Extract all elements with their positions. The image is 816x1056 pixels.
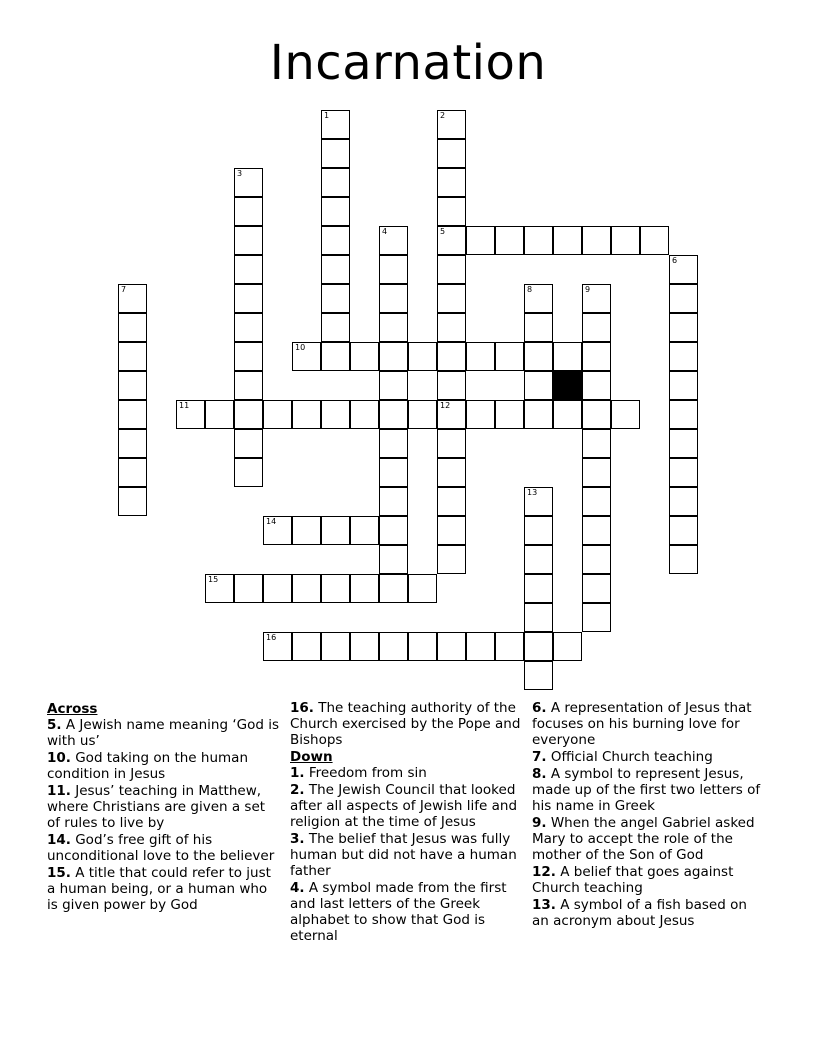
grid-cell[interactable] (437, 226, 466, 255)
grid-cell[interactable] (118, 429, 147, 458)
grid-cell[interactable] (524, 400, 553, 429)
clue-text: A symbol to represent Jesus, made up of the first two letters of his name in Greek (532, 766, 761, 814)
clue-column-2 (290, 700, 526, 945)
grid-cell[interactable] (234, 226, 263, 255)
grid-cell[interactable] (669, 284, 698, 313)
grid-cell[interactable] (379, 226, 408, 255)
grid-cell[interactable] (408, 574, 437, 603)
grid-cell[interactable] (437, 400, 466, 429)
grid-cell[interactable] (437, 545, 466, 574)
grid-cell[interactable] (321, 342, 350, 371)
grid-cell[interactable] (205, 574, 234, 603)
grid-cell[interactable] (321, 197, 350, 226)
clue-number: 4. (290, 880, 305, 896)
grid-cell[interactable] (669, 516, 698, 545)
grid-cell[interactable] (582, 545, 611, 574)
grid-cell[interactable] (669, 400, 698, 429)
grid-cell[interactable] (408, 400, 437, 429)
grid-cell[interactable] (118, 371, 147, 400)
grid-cell[interactable] (321, 632, 350, 661)
grid-cell[interactable] (524, 313, 553, 342)
clue-down-4 (290, 880, 526, 944)
grid-cell[interactable] (321, 110, 350, 139)
grid-cell[interactable] (437, 197, 466, 226)
clue-number: 7. (532, 749, 547, 765)
grid-cell[interactable] (205, 400, 234, 429)
grid-cell[interactable] (118, 313, 147, 342)
clue-number-label: 9 (585, 285, 591, 294)
grid-cell[interactable] (524, 603, 553, 632)
grid-cell[interactable] (263, 574, 292, 603)
grid-cell[interactable] (437, 632, 466, 661)
clue-text: Jesus’ teaching in Matthew, where Christians are given a set of rules to live by (47, 783, 266, 831)
grid-cell[interactable] (379, 429, 408, 458)
clue-down-8 (532, 766, 764, 814)
grid-cell[interactable] (437, 313, 466, 342)
grid-cell[interactable] (524, 284, 553, 313)
grid-cell[interactable] (437, 284, 466, 313)
grid-cell[interactable] (350, 574, 379, 603)
grid-cell[interactable] (292, 516, 321, 545)
grid-cell[interactable] (466, 226, 495, 255)
clue-text: A representation of Jesus that focuses on his burning love for everyone (532, 700, 752, 748)
grid-cell[interactable] (263, 400, 292, 429)
clue-across-14 (47, 832, 279, 864)
clue-text: God taking on the human condition in Jesus (47, 750, 248, 782)
grid-cell[interactable] (234, 255, 263, 284)
grid-cell[interactable] (524, 487, 553, 516)
clue-number-label: 15 (208, 575, 219, 584)
grid-cell[interactable] (118, 342, 147, 371)
grid-cell[interactable] (379, 545, 408, 574)
clue-text: God’s free gift of his unconditional love to the believer (47, 832, 275, 864)
clue-column-3 (532, 700, 764, 930)
grid-cell[interactable] (524, 371, 553, 400)
grid-cell[interactable] (292, 400, 321, 429)
clue-text: A symbol made from the first and last letters of the Greek alphabet to show that God is eternal (290, 880, 507, 944)
grid-cell[interactable] (669, 255, 698, 284)
grid-cell[interactable] (495, 632, 524, 661)
down-heading: Down (290, 749, 333, 765)
clue-number-label: 6 (672, 256, 678, 265)
grid-cell[interactable] (350, 400, 379, 429)
grid-cell[interactable] (669, 313, 698, 342)
grid-cell[interactable] (582, 284, 611, 313)
grid-cell[interactable] (379, 458, 408, 487)
clue-number-label: 2 (440, 111, 446, 120)
grid-cell[interactable] (234, 371, 263, 400)
grid-cell[interactable] (582, 516, 611, 545)
grid-cell[interactable] (321, 574, 350, 603)
clue-number: 2. (290, 782, 305, 798)
grid-cell[interactable] (611, 226, 640, 255)
grid-cell[interactable] (350, 516, 379, 545)
grid-cell[interactable] (379, 313, 408, 342)
grid-cell[interactable] (553, 342, 582, 371)
clue-number: 15. (47, 865, 71, 881)
clue-number-label: 7 (121, 285, 127, 294)
grid-cell[interactable] (321, 400, 350, 429)
grid-cell[interactable] (524, 632, 553, 661)
grid-cell[interactable] (234, 342, 263, 371)
grid-cell[interactable] (437, 487, 466, 516)
grid-cell[interactable] (234, 458, 263, 487)
grid-cell[interactable] (495, 226, 524, 255)
grid-cell[interactable] (176, 400, 205, 429)
grid-cell[interactable] (350, 632, 379, 661)
clue-number: 8. (532, 766, 547, 782)
grid-cell[interactable] (321, 284, 350, 313)
clue-text: The belief that Jesus was fully human but did not have a human father (290, 831, 517, 879)
grid-cell[interactable] (379, 284, 408, 313)
clue-number: 12. (532, 864, 556, 880)
grid-cell[interactable] (466, 632, 495, 661)
grid-cell[interactable] (118, 487, 147, 516)
grid-cell[interactable] (234, 197, 263, 226)
clue-number: 9. (532, 815, 547, 831)
grid-cell[interactable] (118, 400, 147, 429)
grid-cell[interactable] (379, 516, 408, 545)
clue-column-1 (47, 700, 279, 914)
clue-number: 1. (290, 765, 305, 781)
clue-down-12 (532, 864, 764, 896)
grid-cell[interactable] (379, 255, 408, 284)
grid-cell[interactable] (292, 342, 321, 371)
grid-cell[interactable] (524, 516, 553, 545)
grid-cell[interactable] (669, 429, 698, 458)
grid-cell[interactable] (234, 313, 263, 342)
grid-cell[interactable] (263, 632, 292, 661)
grid-cell[interactable] (582, 313, 611, 342)
clue-text: A belief that goes against Church teaching (532, 864, 734, 896)
grid-cell[interactable] (524, 661, 553, 690)
clue-across-10 (47, 750, 279, 782)
clue-number-label: 5 (440, 227, 446, 236)
grid-cell[interactable] (234, 168, 263, 197)
clue-number: 11. (47, 783, 71, 799)
clue-text: A symbol of a fish based on an acronym about Jesus (532, 897, 747, 929)
grid-cell[interactable] (234, 574, 263, 603)
clue-number-label: 12 (440, 401, 451, 410)
grid-cell[interactable] (408, 632, 437, 661)
clue-down-3 (290, 831, 526, 879)
grid-cell[interactable] (321, 516, 350, 545)
clue-text: Official Church teaching (550, 749, 713, 765)
clue-number-label: 16 (266, 633, 277, 642)
clue-text: When the angel Gabriel asked Mary to accept the role of the mother of the Son of God (532, 815, 755, 863)
grid-cell[interactable] (582, 342, 611, 371)
grid-cell[interactable] (321, 313, 350, 342)
grid-cell[interactable] (379, 487, 408, 516)
grid-cell[interactable] (437, 139, 466, 168)
grid-cell[interactable] (234, 400, 263, 429)
clue-across-5 (47, 717, 279, 749)
grid-cell[interactable] (669, 458, 698, 487)
grid-cell[interactable] (582, 400, 611, 429)
grid-cell[interactable] (553, 632, 582, 661)
clue-down-6 (532, 700, 764, 748)
grid-cell[interactable] (437, 255, 466, 284)
clue-across-16 (290, 700, 526, 748)
clue-number: 3. (290, 831, 305, 847)
clue-number: 5. (47, 717, 62, 733)
clue-text: A title that could refer to just a human being, or a human who is given power by God (47, 865, 271, 913)
clue-number: 6. (532, 700, 547, 716)
across-heading: Across (47, 701, 98, 717)
clue-text: The Jewish Council that looked after all aspects of Jewish life and religion at the time of Jesus (290, 782, 518, 830)
grid-cell[interactable] (408, 342, 437, 371)
grid-cell[interactable] (495, 400, 524, 429)
grid-cell[interactable] (553, 400, 582, 429)
grid-cell[interactable] (379, 400, 408, 429)
clue-across-15 (47, 865, 279, 913)
grid-cell[interactable] (321, 255, 350, 284)
grid-cell[interactable] (669, 342, 698, 371)
grid-cell[interactable] (379, 371, 408, 400)
clue-number: 14. (47, 832, 71, 848)
grid-cell[interactable] (437, 516, 466, 545)
grid-cell[interactable] (379, 342, 408, 371)
clue-text: The teaching authority of the Church exercised by the Pope and Bishops (290, 700, 521, 748)
grid-cell[interactable] (321, 168, 350, 197)
grid-cell[interactable] (437, 342, 466, 371)
grid-cell[interactable] (640, 226, 669, 255)
grid-cell[interactable] (582, 458, 611, 487)
clue-number: 16. (290, 700, 314, 716)
grid-cell[interactable] (611, 400, 640, 429)
clue-number-label: 13 (527, 488, 538, 497)
grid-cell[interactable] (466, 400, 495, 429)
grid-cell[interactable] (437, 429, 466, 458)
grid-cell[interactable] (118, 458, 147, 487)
grid-cell[interactable] (263, 516, 292, 545)
grid-cell[interactable] (379, 632, 408, 661)
grid-cell[interactable] (292, 632, 321, 661)
grid-cell[interactable] (669, 487, 698, 516)
grid-cell[interactable] (495, 342, 524, 371)
grid-cell[interactable] (524, 226, 553, 255)
clue-down-9 (532, 815, 764, 863)
grid-cell[interactable] (669, 371, 698, 400)
grid-cell[interactable] (553, 226, 582, 255)
clue-number-label: 8 (527, 285, 533, 294)
clue-number-label: 4 (382, 227, 388, 236)
grid-cell[interactable] (669, 545, 698, 574)
grid-cell[interactable] (524, 342, 553, 371)
clue-number-label: 3 (237, 169, 243, 178)
grid-cell[interactable] (437, 168, 466, 197)
grid-cell[interactable] (379, 574, 408, 603)
grid-cell[interactable] (350, 342, 379, 371)
clue-number-label: 14 (266, 517, 277, 526)
grid-cell[interactable] (582, 226, 611, 255)
grid-cell[interactable] (437, 371, 466, 400)
grid-cell[interactable] (437, 110, 466, 139)
grid-cell[interactable] (582, 603, 611, 632)
grid-cell[interactable] (321, 139, 350, 168)
grid-cell[interactable] (582, 574, 611, 603)
puzzle-title: Incarnation (269, 35, 547, 91)
clue-down-1 (290, 765, 526, 781)
clue-number: 13. (532, 897, 556, 913)
clue-text: A Jewish name meaning ‘God is with us’ (47, 717, 280, 749)
grid-cell[interactable] (437, 458, 466, 487)
clue-across-11 (47, 783, 279, 831)
grid-cell[interactable] (582, 371, 611, 400)
shaded-cell (553, 371, 582, 400)
grid-cell[interactable] (234, 284, 263, 313)
grid-cell[interactable] (582, 429, 611, 458)
clue-down-13 (532, 897, 764, 929)
grid-cell[interactable] (524, 545, 553, 574)
clue-down-7 (532, 749, 764, 765)
clue-number-label: 11 (179, 401, 190, 410)
grid-cell[interactable] (524, 574, 553, 603)
clue-number-label: 10 (295, 343, 306, 352)
clue-number-label: 1 (324, 111, 330, 120)
grid-cell[interactable] (234, 429, 263, 458)
clue-number: 10. (47, 750, 71, 766)
clue-text: Freedom from sin (308, 765, 427, 781)
grid-cell[interactable] (582, 487, 611, 516)
grid-cell[interactable] (466, 342, 495, 371)
grid-cell[interactable] (321, 226, 350, 255)
clue-down-2 (290, 782, 526, 830)
grid-cell[interactable] (118, 284, 147, 313)
grid-cell[interactable] (292, 574, 321, 603)
